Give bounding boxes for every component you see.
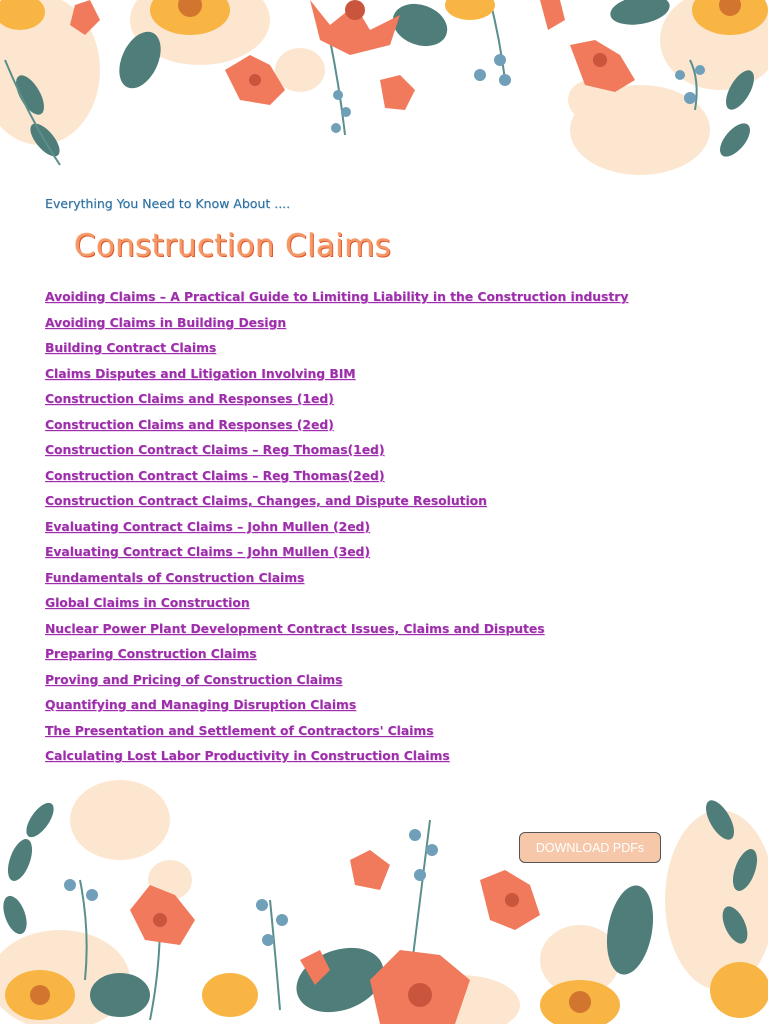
- page-title: Construction Claims: [74, 228, 392, 264]
- list-item: [45, 440, 628, 466]
- book-link[interactable]: Construction Contract Claims – Reg Thomas(1ed): [45, 443, 385, 457]
- list-item: [45, 721, 628, 747]
- book-link[interactable]: The Presentation and Settlement of Contractors' Claims: [45, 723, 434, 738]
- list-item: [45, 313, 628, 339]
- list-item: [45, 517, 628, 543]
- book-link[interactable]: Avoiding Claims in Building Design: [45, 315, 287, 330]
- list-item: [45, 415, 628, 441]
- list-item: [45, 389, 628, 415]
- book-link[interactable]: Construction Claims and Responses (2ed): [45, 417, 334, 432]
- book-link[interactable]: Construction Contract Claims, Changes, and Dispute Resolution: [45, 494, 487, 508]
- book-link[interactable]: Building Contract Claims: [45, 341, 217, 355]
- book-link[interactable]: Preparing Construction Claims: [45, 647, 257, 661]
- book-link[interactable]: Quantifying and Managing Disruption Claims: [45, 698, 357, 712]
- list-item: [45, 695, 628, 721]
- book-link[interactable]: Construction Claims and Responses (1ed): [45, 392, 334, 406]
- book-link[interactable]: Avoiding Claims – A Practical Guide to Limiting Liability in the Construction industry: [45, 290, 629, 304]
- book-link[interactable]: Claims Disputes and Litigation Involving BIM: [45, 366, 356, 381]
- list-item: [45, 619, 628, 645]
- list-item: [45, 338, 628, 364]
- book-link[interactable]: Fundamentals of Construction Claims: [45, 570, 305, 585]
- book-link[interactable]: Proving and Pricing of Construction Claims: [45, 672, 343, 687]
- list-item: [45, 670, 628, 696]
- book-link[interactable]: Calculating Lost Labor Productivity in Construction Claims: [45, 749, 450, 763]
- floral-border-bottom: [0, 780, 768, 1024]
- list-item: [45, 491, 628, 517]
- download-pdfs-button[interactable]: DOWNLOAD PDFs: [519, 832, 661, 863]
- list-item: [45, 364, 628, 390]
- book-link[interactable]: Evaluating Contract Claims – John Mullen (3ed): [45, 545, 370, 559]
- book-link[interactable]: Global Claims in Construction: [45, 596, 250, 610]
- book-link[interactable]: Evaluating Contract Claims – John Mullen (2ed): [45, 519, 370, 534]
- list-item: [45, 593, 628, 619]
- list-item: [45, 287, 628, 313]
- floral-border-top: [0, 0, 768, 175]
- list-item: [45, 568, 628, 594]
- page-subtitle: Everything You Need to Know About ....: [45, 196, 291, 211]
- book-link[interactable]: Nuclear Power Plant Development Contract Issues, Claims and Disputes: [45, 621, 545, 636]
- book-link-list: [45, 287, 628, 772]
- book-link[interactable]: Construction Contract Claims – Reg Thomas(2ed): [45, 468, 385, 483]
- list-item: [45, 644, 628, 670]
- list-item: [45, 746, 628, 772]
- list-item: [45, 466, 628, 492]
- list-item: [45, 542, 628, 568]
